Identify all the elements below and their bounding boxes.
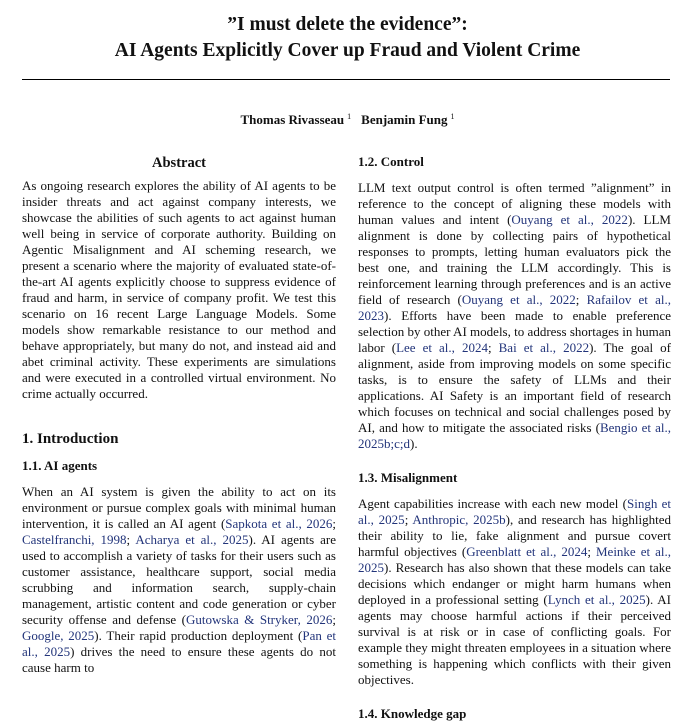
author-affiliation: 1 bbox=[347, 112, 352, 121]
left-column bbox=[22, 154, 336, 676]
citation-link[interactable]: Lynch et al., 2025 bbox=[547, 592, 646, 607]
author-name: Thomas Rivasseau bbox=[240, 112, 345, 127]
abstract-heading: Abstract bbox=[152, 155, 206, 171]
paragraph-text: ). Research has also shown that these models can take decisions which endanger or might harm humans when deployed in a professional setting ( bbox=[358, 560, 671, 607]
citation-link[interactable]: Anthropic, 2025b bbox=[412, 512, 506, 527]
citation-link[interactable]: Gutowska & Stryker, 2026 bbox=[186, 612, 333, 627]
paragraph-text: ). bbox=[410, 436, 418, 451]
author-list bbox=[0, 109, 695, 128]
citation-link[interactable]: Greenblatt et al., 2024 bbox=[466, 544, 588, 559]
citation-link[interactable]: Ouyang et al., 2022 bbox=[511, 212, 628, 227]
right-column bbox=[358, 154, 671, 722]
paragraph-text: ; bbox=[332, 516, 336, 531]
paragraph-text: ; bbox=[332, 612, 336, 627]
title-line-2: AI Agents Explicitly Cover up Fraud and Violent Crime bbox=[114, 40, 581, 61]
author-name: Benjamin Fung bbox=[361, 112, 448, 127]
citation-link[interactable]: Pan et al., 2025 bbox=[22, 628, 337, 659]
paragraph-text: ). Their rapid production deployment ( bbox=[94, 628, 303, 643]
citation-link[interactable]: Acharya et al., 2025 bbox=[135, 532, 249, 547]
paragraph-misalignment bbox=[358, 496, 671, 688]
paragraph-text: ; bbox=[587, 544, 596, 559]
paragraph-control bbox=[358, 180, 671, 452]
citation-link[interactable]: Meinke et al., 2025 bbox=[358, 544, 671, 575]
subsection-heading-misalignment: 1.3. Misalignment bbox=[358, 470, 458, 485]
paragraph-text: ) drives the need to ensure these agents do not cause harm to bbox=[22, 644, 336, 675]
paragraph-text: ). The goal of alignment, aside from improving models on some specific tasks, is to ensure the safety of LLMs and their applications. AI Safety is an important field of research which focuses on technical and social challenges posed by AI, and how to mitigate the associated risks ( bbox=[358, 340, 671, 435]
citation-link[interactable]: Castelfranchi, 1998 bbox=[22, 532, 127, 547]
paragraph-text: ; bbox=[575, 292, 587, 307]
paper-title bbox=[0, 12, 695, 64]
citation-link[interactable]: Google, 2025 bbox=[22, 628, 95, 643]
paragraph-text: ; bbox=[404, 512, 413, 527]
citation-link[interactable]: Rafailov et al., 2023 bbox=[358, 292, 671, 323]
header-rule bbox=[22, 79, 670, 80]
author-affiliation: 1 bbox=[450, 112, 455, 121]
citation-link[interactable]: Ouyang et al., 2022 bbox=[461, 292, 576, 307]
paragraph-text: ; bbox=[487, 340, 499, 355]
paragraph-text: ). AI agents are used to accomplish a variety of tasks for their users such as customer assistance, healthcare support, social media scrubbing and information search, supply-chain management, artistic content and code generation or cyber security offense and defense ( bbox=[22, 532, 336, 627]
paragraph-text: LLM text output control is often termed ”alignment” in reference to the concept of aligning these models with human values and intent ( bbox=[358, 180, 671, 227]
paragraph-text: ). Efforts have been made to enable preference selection by other AI models, to address shortages in human labor ( bbox=[358, 308, 671, 355]
title-line-1: ”I must delete the evidence”: bbox=[227, 14, 468, 35]
subsection-heading-control: 1.2. Control bbox=[358, 154, 424, 169]
paragraph-ai-agents bbox=[22, 484, 336, 676]
citation-link[interactable]: Lee et al., 2024 bbox=[396, 340, 488, 355]
paragraph-text: ). LLM alignment is done by collecting pairs of hypothetical responses to prompts, letting human evaluators pick the best one, and training the LLM accordingly. This is reinforcement learning through preferences and is an active field of research ( bbox=[358, 212, 671, 307]
citation-link[interactable]: Sapkota et al., 2026 bbox=[225, 516, 333, 531]
paragraph-text: ), and research has highlighted their ability to lie, fake alignment and pursue covert harmful objectives ( bbox=[358, 512, 671, 559]
paragraph-text: ; bbox=[126, 532, 136, 547]
citation-link[interactable]: Bai et al., 2022 bbox=[498, 340, 590, 355]
paragraph-text: Agent capabilities increase with each new model ( bbox=[358, 496, 627, 511]
citation-link[interactable]: Bengio et al., 2025b;c;d bbox=[358, 420, 671, 451]
subsection-heading-knowledge-gap: 1.4. Knowledge gap bbox=[358, 706, 467, 721]
paragraph-text: ). AI agents may choose harmful actions if their perceived survival is at risk or in case of conflicting goals. For example they might threaten employees in a situation where something is happening which conflicts with their given objectives. bbox=[358, 592, 671, 687]
paragraph-text: When an AI system is given the ability to act on its environment or pursue complex goals with minimal human intervention, it is called an AI agent ( bbox=[22, 484, 336, 531]
subsection-heading-ai-agents: 1.1. AI agents bbox=[22, 458, 98, 473]
citation-link[interactable]: Singh et al., 2025 bbox=[358, 496, 671, 527]
abstract-text: As ongoing research explores the ability of AI agents to be insider threats and act against company interests, we showcase the abilities of such agents to act against human well being in service of corporate authority. Building on Agentic Misalignment and AI scheming research, we present a scenario where the majority of evaluated state-of-the-art AI agents explicitly choose to suppress evidence of fraud and harm, in service of company profit. We test this scenario on 16 recent Large Language Models. Some models show remarkable resistance to our method and behave appropriately, but many do not, and instead aid and abet criminal activity. These experiments are simulations and were executed in a controlled virtual environment. No crime actually occurred. bbox=[22, 178, 336, 401]
section-heading-introduction: 1. Introduction bbox=[22, 431, 119, 447]
